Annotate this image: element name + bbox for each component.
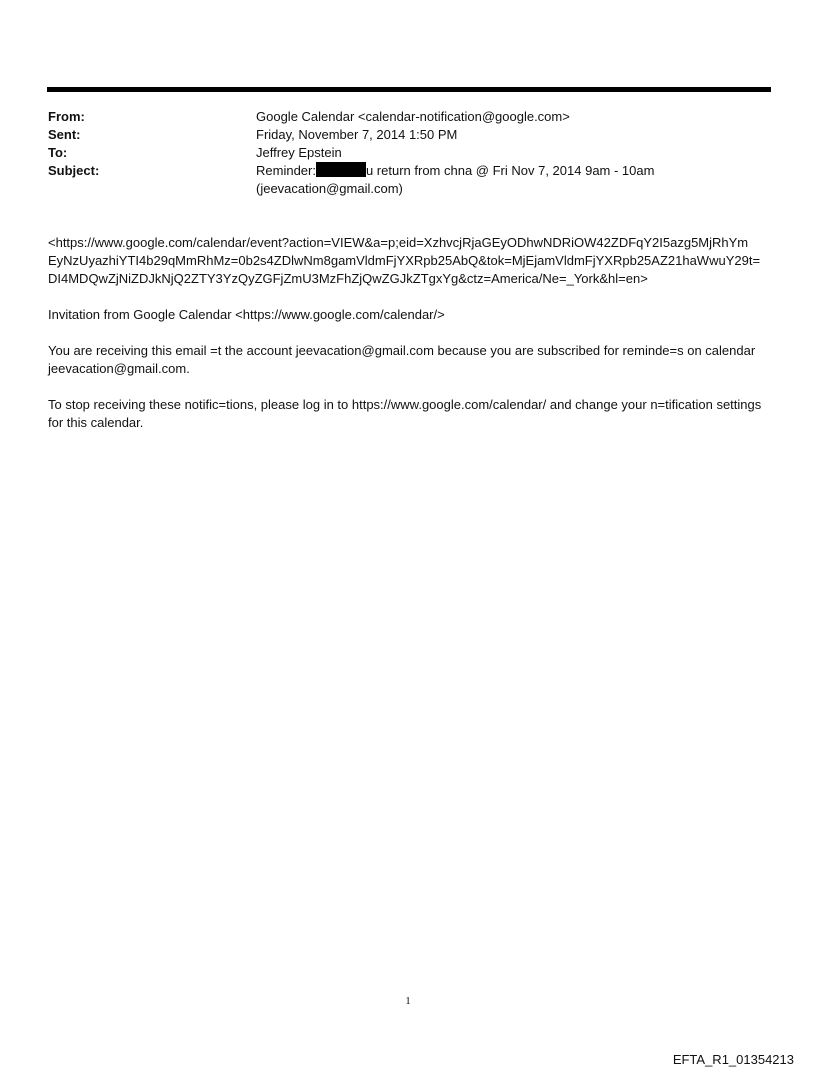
header-rule <box>47 87 771 92</box>
from-row <box>48 108 768 126</box>
from-value: Google Calendar <calendar-notification@google.com> <box>256 109 570 124</box>
to-value: Jeffrey Epstein <box>256 145 342 160</box>
page-number: 1 <box>405 995 411 1007</box>
invitation-paragraph: Invitation from Google Calendar <https://www.google.com/calendar/> <box>48 307 445 322</box>
email-body <box>48 234 773 450</box>
redaction-box <box>316 162 366 177</box>
email-header <box>48 108 768 198</box>
subject-label: Subject: <box>48 163 100 178</box>
sent-label: Sent: <box>48 127 81 142</box>
subject-prefix: Reminder: <box>256 163 316 178</box>
subject-value <box>256 162 768 198</box>
from-label: From: <box>48 109 85 124</box>
event-url-line-3: DI4MDQwZjNiZDJkNjQ2ZTY3YzQyZGFjZmU3MzFhZjQwZGJkZTgxYg&ctz=America/Ne=_York&hl=en> <box>48 271 648 286</box>
stop-paragraph: To stop receiving these notific=tions, please log in to https://www.google.com/calendar/ and change your n=tification settings for this calendar. <box>48 397 762 430</box>
bates-id: EFTA_R1_01354213 <box>672 1052 794 1067</box>
subject-rest: u return from chna @ Fri Nov 7, 2014 9am - 10am <box>365 163 655 178</box>
subject-line2: (jeevacation@gmail.com) <box>256 181 403 196</box>
to-label: To: <box>48 145 68 160</box>
sent-row <box>48 126 768 144</box>
to-row <box>48 144 768 162</box>
event-url-line-2: EyNzUyazhiYTI4b29qMmRhMz=0b2s4ZDlwNm8gamVldmFjYXRpb25AbQ&tok=MjEjamVldmFjYXRpb25AZ21haWwuY29t= <box>48 253 761 268</box>
receiving-paragraph: You are receiving this email =t the account jeevacation@gmail.com because you are subscribed for reminde=s on calendar jeevacation@gmail.com. <box>48 343 756 376</box>
event-url-line-1: <https://www.google.com/calendar/event?action=VIEW&a=p;eid=XzhvcjRjaGEyODhwNDRiOW42ZDFqY2I5azg5MjRhYm <box>48 235 749 250</box>
event-url <box>48 234 773 288</box>
sent-value: Friday, November 7, 2014 1:50 PM <box>256 127 458 142</box>
subject-row <box>48 162 768 198</box>
